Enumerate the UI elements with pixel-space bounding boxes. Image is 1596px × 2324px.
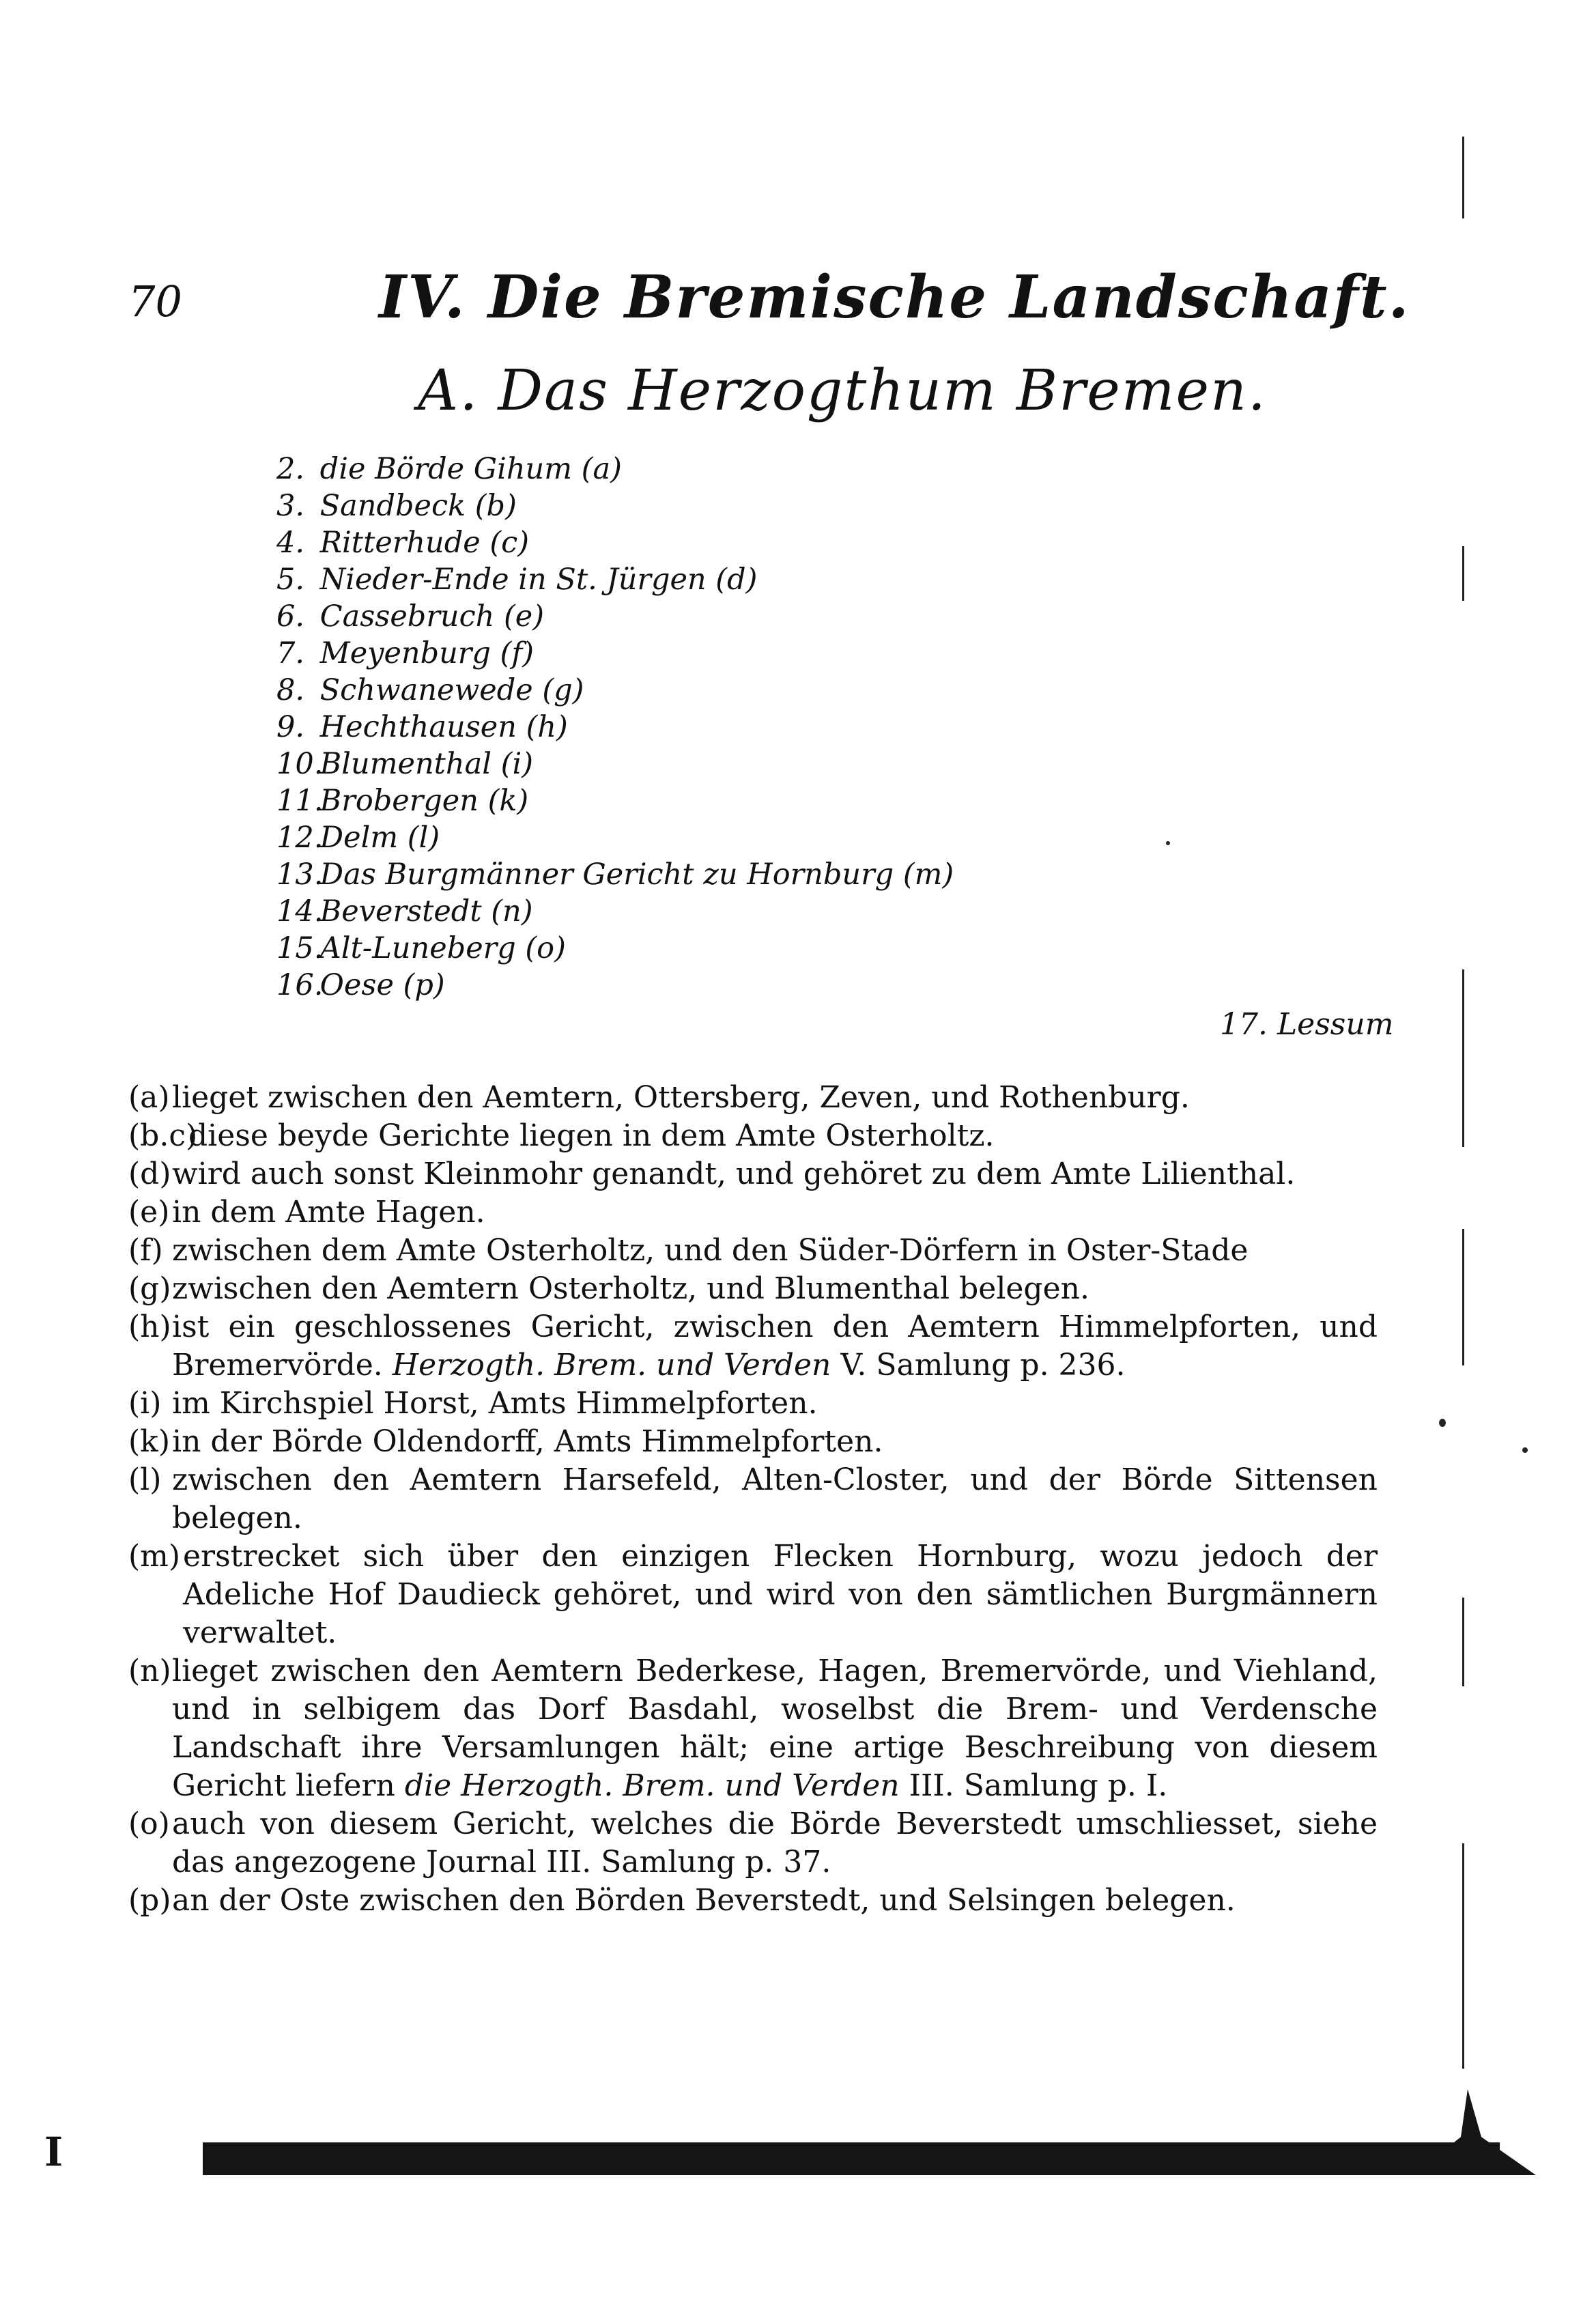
scan-bottom-edge bbox=[203, 2142, 1500, 2175]
footnote-key: (o) bbox=[128, 1806, 170, 1841]
item-text: Alt-Luneberg (o) bbox=[319, 931, 566, 965]
footnote-key: (f) bbox=[128, 1233, 163, 1268]
item-text: Meyenburg (f) bbox=[319, 636, 535, 670]
court-list bbox=[276, 451, 954, 1004]
item-number: 11. bbox=[276, 784, 324, 818]
item-text: Sandbeck (b) bbox=[319, 489, 517, 523]
scan-edge-line bbox=[1462, 546, 1464, 601]
list-item bbox=[276, 635, 954, 672]
scan-edge-line bbox=[1462, 1229, 1464, 1365]
footnote bbox=[128, 1079, 1378, 1117]
list-item bbox=[276, 819, 954, 856]
footnote-text: zwischen den Aemtern Harsefeld, Alten-Closter, und der Börde Sittensen belegen. bbox=[172, 1462, 1378, 1535]
item-number: 14. bbox=[276, 894, 324, 929]
footnote bbox=[128, 1193, 1378, 1232]
footnote-key: (g) bbox=[128, 1271, 171, 1306]
footnote-text: zwischen den Aemtern Osterholtz, und Blumenthal belegen. bbox=[172, 1271, 1089, 1306]
list-item bbox=[276, 524, 954, 561]
list-item bbox=[276, 930, 954, 967]
footnote-key: (b.c) bbox=[128, 1118, 198, 1153]
footnote-key: (l) bbox=[128, 1462, 162, 1497]
item-text: Das Burgmänner Gericht zu Hornburg (m) bbox=[319, 858, 954, 892]
page-number: 70 bbox=[128, 277, 182, 326]
footnote-text: in dem Amte Hagen. bbox=[172, 1195, 485, 1230]
footnote-text: zwischen dem Amte Osterholtz, und den Süder-Dörfern in Oster-Stade bbox=[172, 1233, 1249, 1268]
footnote-key: (h) bbox=[128, 1309, 171, 1344]
footnote-citation: die Herzogth. Brem. und Verden bbox=[404, 1768, 900, 1803]
footnote bbox=[128, 1423, 1378, 1461]
ink-speck bbox=[1522, 1447, 1528, 1453]
footnote-key: (a) bbox=[128, 1080, 170, 1115]
list-item bbox=[276, 451, 954, 487]
item-text: Beverstedt (n) bbox=[319, 894, 533, 929]
ink-speck bbox=[1439, 1419, 1446, 1427]
footnote-text: diese beyde Gerichte liegen in dem Amte Osterholtz. bbox=[188, 1118, 995, 1153]
list-item bbox=[276, 782, 954, 819]
list-item bbox=[276, 672, 954, 709]
item-text: die Börde Gihum (a) bbox=[319, 452, 622, 486]
footnote-key: (e) bbox=[128, 1195, 170, 1230]
list-item bbox=[276, 487, 954, 524]
item-number: 8. bbox=[276, 673, 305, 707]
item-text: Delm (l) bbox=[319, 821, 440, 855]
list-item bbox=[276, 598, 954, 635]
item-number: 15. bbox=[276, 931, 324, 965]
item-number: 5. bbox=[276, 563, 305, 597]
item-text: Blumenthal (i) bbox=[319, 747, 533, 781]
footnote bbox=[128, 1652, 1378, 1805]
footnote-tail: V. Samlung p. 236. bbox=[840, 1348, 1126, 1383]
footnote-citation: Herzogth. Brem. und Verden bbox=[392, 1348, 831, 1383]
footnote-key: (k) bbox=[128, 1424, 170, 1459]
scan-edge-line bbox=[1462, 1843, 1464, 2069]
section-title: A. Das Herzogthum Bremen. bbox=[418, 358, 1267, 423]
footnote bbox=[128, 1270, 1378, 1308]
footnote bbox=[128, 1537, 1378, 1652]
scan-edge-line bbox=[1462, 969, 1464, 1147]
footnote-text: wird auch sonst Kleinmohr genandt, und gehöret zu dem Amte Lilienthal. bbox=[172, 1157, 1296, 1191]
item-number: 2. bbox=[276, 452, 305, 486]
footnote-text: auch von diesem Gericht, welches die Börde Beverstedt umschliesset, siehe das angezogene Journal III. Samlung p. 37. bbox=[172, 1806, 1378, 1880]
footnote-body: lieget zwischen den Aemtern Bederkese, Hagen, Bremervörde, und Viehland, und in selbigem das Dorf Basdahl, woselbst die Brem- und Verdensche Landschaft ihre Versamlungen hält; eine artige Beschreibung von diesem Gericht liefern bbox=[172, 1654, 1378, 1803]
footnote-body: ist ein geschlossenes Gericht, zwischen den Aemtern Himmelpforten, und Bremervörde. bbox=[172, 1309, 1378, 1383]
ink-speck bbox=[1166, 841, 1170, 845]
footnote bbox=[128, 1882, 1378, 1920]
item-text: Schwanewede (g) bbox=[319, 673, 584, 707]
footnote-text bbox=[172, 1652, 1378, 1805]
footnote-key: (d) bbox=[128, 1157, 171, 1191]
item-number: 3. bbox=[276, 489, 305, 523]
footnote bbox=[128, 1805, 1378, 1882]
item-text: Ritterhude (c) bbox=[319, 526, 530, 560]
footnote-text: lieget zwischen den Aemtern, Ottersberg, Zeven, und Rothenburg. bbox=[172, 1080, 1190, 1115]
footnote bbox=[128, 1461, 1378, 1537]
item-number: 4. bbox=[276, 526, 305, 560]
list-item bbox=[276, 893, 954, 930]
list-item bbox=[276, 746, 954, 782]
footnote-tail: III. Samlung p. I. bbox=[909, 1768, 1168, 1803]
item-number: 12. bbox=[276, 821, 324, 855]
list-item bbox=[276, 856, 954, 893]
item-text: Brobergen (k) bbox=[319, 784, 529, 818]
item-number: 13. bbox=[276, 858, 324, 892]
item-text: Cassebruch (e) bbox=[319, 599, 545, 634]
list-item bbox=[276, 967, 954, 1004]
footnote-key: (m) bbox=[128, 1539, 181, 1574]
item-text: Nieder-Ende in St. Jürgen (d) bbox=[319, 563, 758, 597]
catchword: 17. Lessum bbox=[1220, 1007, 1394, 1042]
page-title: IV. Die Bremische Landschaft. bbox=[379, 263, 1410, 332]
footnotes bbox=[128, 1079, 1378, 1920]
footnote bbox=[128, 1155, 1378, 1193]
footnote-key: (i) bbox=[128, 1386, 162, 1421]
scan-edge-line bbox=[1462, 1598, 1464, 1686]
signature-mark: I bbox=[44, 2129, 63, 2175]
footnote-key: (p) bbox=[128, 1883, 171, 1918]
item-number: 16. bbox=[276, 968, 324, 1002]
item-number: 6. bbox=[276, 599, 305, 634]
scan-corner-shadow bbox=[1454, 2062, 1536, 2175]
item-text: Hechthausen (h) bbox=[319, 710, 568, 744]
footnote-text: in der Börde Oldendorff, Amts Himmelpforten. bbox=[172, 1424, 883, 1459]
footnote-text: erstrecket sich über den einzigen Flecken Hornburg, wozu jedoch der Adeliche Hof Daudieck gehöret, und wird von den sämtlichen Burgmännern verwaltet. bbox=[183, 1539, 1378, 1650]
footnote bbox=[128, 1117, 1378, 1155]
footnote bbox=[128, 1232, 1378, 1270]
item-number: 7. bbox=[276, 636, 305, 670]
footnote-text: an der Oste zwischen den Börden Beverstedt, und Selsingen belegen. bbox=[172, 1883, 1236, 1918]
footnote-text bbox=[172, 1308, 1378, 1385]
item-text: Oese (p) bbox=[319, 968, 445, 1002]
item-number: 9. bbox=[276, 710, 305, 744]
list-item bbox=[276, 561, 954, 598]
footnote-text: im Kirchspiel Horst, Amts Himmelpforten. bbox=[172, 1386, 818, 1421]
footnote-key: (n) bbox=[128, 1654, 171, 1688]
scan-edge-line bbox=[1462, 137, 1464, 218]
list-item bbox=[276, 709, 954, 746]
footnote bbox=[128, 1308, 1378, 1385]
item-number: 10. bbox=[276, 747, 324, 781]
footnote bbox=[128, 1385, 1378, 1423]
